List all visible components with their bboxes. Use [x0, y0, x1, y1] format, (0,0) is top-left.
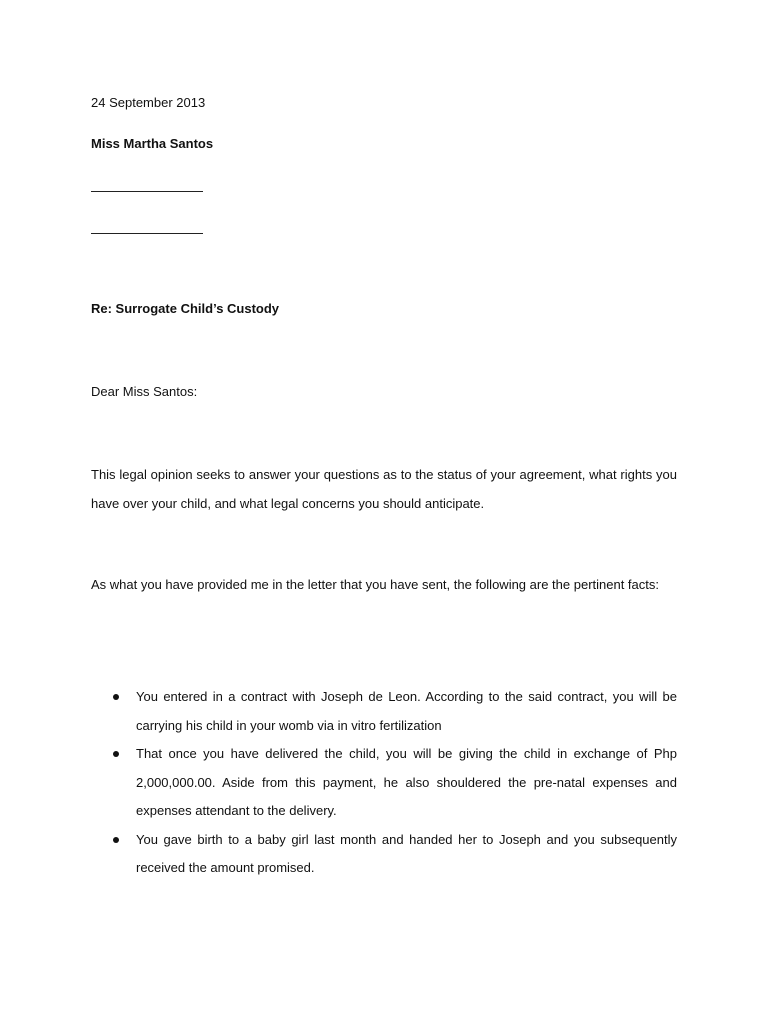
bullet-icon [113, 751, 119, 757]
bullet-icon [113, 694, 119, 700]
fact-text: You entered in a contract with Joseph de Leon. According to the said contract, you will be carrying his child in your womb via in vitro fertilization [136, 689, 677, 733]
recipient-name: Miss Martha Santos [91, 136, 214, 151]
address-line-2 [91, 233, 203, 234]
subject-line: Re: Surrogate Child’s Custody [91, 301, 280, 316]
address-line-1 [91, 191, 203, 192]
list-item [91, 826, 677, 883]
facts-list [91, 683, 677, 883]
intro-paragraph: This legal opinion seeks to answer your questions as to the status of your agreement, what rights you have over your child, and what legal concerns you should anticipate. [91, 467, 677, 511]
facts-intro-paragraph: As what you have provided me in the letter that you have sent, the following are the pertinent facts: [91, 577, 660, 592]
list-item [91, 683, 677, 740]
salutation: Dear Miss Santos: [91, 384, 198, 399]
bullet-icon [113, 837, 119, 843]
letter-date: 24 September 2013 [91, 95, 206, 110]
fact-text: That once you have delivered the child, you will be giving the child in exchange of Php 2,000,000.00. Aside from this payment, he also shouldered the pre-natal expenses and expenses attendant to the delivery. [136, 746, 677, 818]
list-item [91, 740, 677, 826]
fact-text: You gave birth to a baby girl last month and handed her to Joseph and you subsequently received the amount promised. [136, 831, 677, 875]
